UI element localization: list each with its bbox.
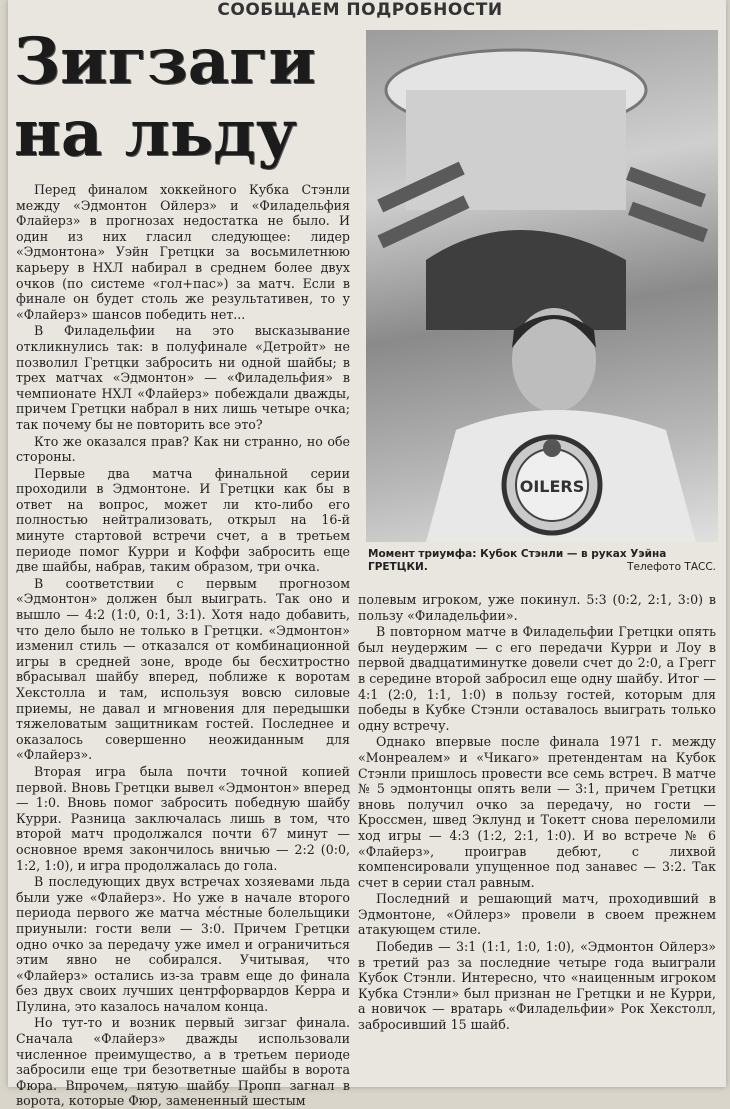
section-rubric: СООБЩАЕМ ПОДРОБНОСТИ <box>217 0 503 20</box>
paragraph: Кто же оказался прав? Как ни странно, но обе стороны. <box>16 433 350 465</box>
photo-credit: Телефото ТАСС. <box>627 561 716 573</box>
headline <box>14 26 354 170</box>
paragraph: Но тут-то и возник первый зигзаг финала. Сначала «Флайерз» дважды использовали численное преимущество, а в третьем периоде забросили еще три безответные шайбы в ворота Фюра. Впрочем, пятую шайбу Пропп загнал в ворота, которые Фюр, замененный шестым <box>16 1015 350 1109</box>
paragraph: В последующих двух встречах хозяевами льда были уже «Флайерз». Но уже в начале второго периода первого же матча мéстные болельщики приуныли: гости вели — 3:0. Причем Гретцки одно очко за передачу уже имел и ограничиться этим явно не собирался. Учитывая, что «Флайерз» остались из-за травм еще до финала без двух своих лучших центрфорвардов Керра и Пулина, это казалось началом конца. <box>16 874 350 1014</box>
paragraph: В Филадельфии на это высказывание откликнулись так: в полуфинале «Детройт» не позволил Гретцки забросить ни одной шайбы; в трех матчах «Эдмонтон» — «Филадельфия» в чемпионате НХЛ «Флайерз» побеждали дважды, причем Гретцки набрал в них лишь четыре очка; так почему бы не повторить все это? <box>16 323 350 432</box>
paragraph: В соответствии с первым прогнозом «Эдмонтон» должен был выиграть. Так оно и вышло — 4:2 (1:0, 0:1, 3:1). Хотя надо добавить, что дело было не только в Гретцки. «Эдмонтон» изменил стиль — отказался от комбинационной игры в средней зоне, вроде бы бесхитростно вбрасывал шайбу вперед, поближе к воротам Хекстолла и там, используя вовсю силовые приемы, не давал и мгновения для передышки тяжеловатым защитникам гостей. Последнее и оказалось совершенно неожиданным для «Флайерз». <box>16 575 350 763</box>
paragraph: Перед финалом хоккейного Кубка Стэнли между «Эдмонтон Ойлерз» и «Филадельфия Флайерз» в прогнозах недостатка не было. И один из них гласил следующее: лидер «Эдмонтона» Уэйн Гретцки за восьмилетнюю карьеру в НХЛ набирал в среднем более двух очков (по системе «гол+пас») за матч. Если в финале он будет столь же результативен, то у «Флайерз» шансов победить нет... <box>16 182 350 322</box>
headline-line-2: на льду <box>14 96 297 171</box>
photo-illustration <box>366 30 718 542</box>
news-photo <box>366 30 718 542</box>
article-column-2 <box>358 592 716 1082</box>
paragraph: Первые два матча финальной серии проходили в Эдмонтоне. И Гретцки как бы в ответ на вопрос, может ли кто-либо его полностью нейтрализовать, открыл на 16-й минуте стартовой встречи счет, а в третьем периоде помог Курри и Коффи забросить еще две шайбы, набрав, таким образом, три очка. <box>16 465 350 575</box>
paragraph: В повторном матче в Филадельфии Гретцки опять был неудержим — с его передачи Курри и Лоу в первой двадцатиминутке довели счет до 2:0, а Грегг в середине второй забросил еще одну шайбу. Итог — 4:1 (2:0, 1:1, 1:0) в пользу гостей, которым для победы в Кубке Стэнли оставалось выиграть только одну встречу. <box>358 624 716 733</box>
caption-text: Момент триумфа: Кубок Стэнли — в руках Уэйна ГРЕТЦКИ. <box>368 548 667 573</box>
headline-line-1: Зигзаги <box>14 24 316 99</box>
paragraph: Последний и решающий матч, проходивший в Эдмонтоне, «Ойлерз» провели в своем прежнем атакующем стиле. <box>358 891 716 938</box>
paragraph: полевым игроком, уже покинул. 5:3 (0:2, 2:1, 3:0) в пользу «Филадельфии». <box>358 592 716 623</box>
photo-caption <box>368 548 716 574</box>
oilers-logo-text: OILERS <box>519 477 585 496</box>
paragraph: Однако впервые после финала 1971 г. между «Монреалем» и «Чикаго» претендентам на Кубок Стэнли пришлось провести все семь встреч. В матче № 5 эдмонтонцы опять вели — 3:1, причем Гретцки вновь получил очко за передачу, но гости — Кроссмен, швед Эклунд и Токетт снова переломили ход игры — 4:3 (1:2, 2:1, 1:0). И во встрече № 6 «Флайерз», проиграв дебют, с лихвой компенсировали упущенное под занавес — 3:2. Так счет в серии стал равным. <box>358 734 716 890</box>
article-column-1 <box>16 182 350 1109</box>
paragraph: Вторая игра была почти точной копией первой. Вновь Гретцки вывел «Эдмонтон» вперед — 1:0. Вновь помог забросить победную шайбу Курри. Разница заключалась лишь в том, что второй матч продолжался почти 67 минут — основное время закончилось вничью — 2:2 (0:0, 1:2, 1:0), и игра продолжалась до гола. <box>16 763 350 873</box>
paragraph: Победив — 3:1 (1:1, 1:0, 1:0), «Эдмонтон Ойлерз» в третий раз за последние четыре года выиграли Кубок Стэнли. Интересно, что «наиценным игроком Кубка Стэнли» был признан не Гретцки и не Курри, а новичок — вратарь «Филадельфии» Рок Хекстолл, забросивший 15 шайб. <box>358 939 716 1033</box>
